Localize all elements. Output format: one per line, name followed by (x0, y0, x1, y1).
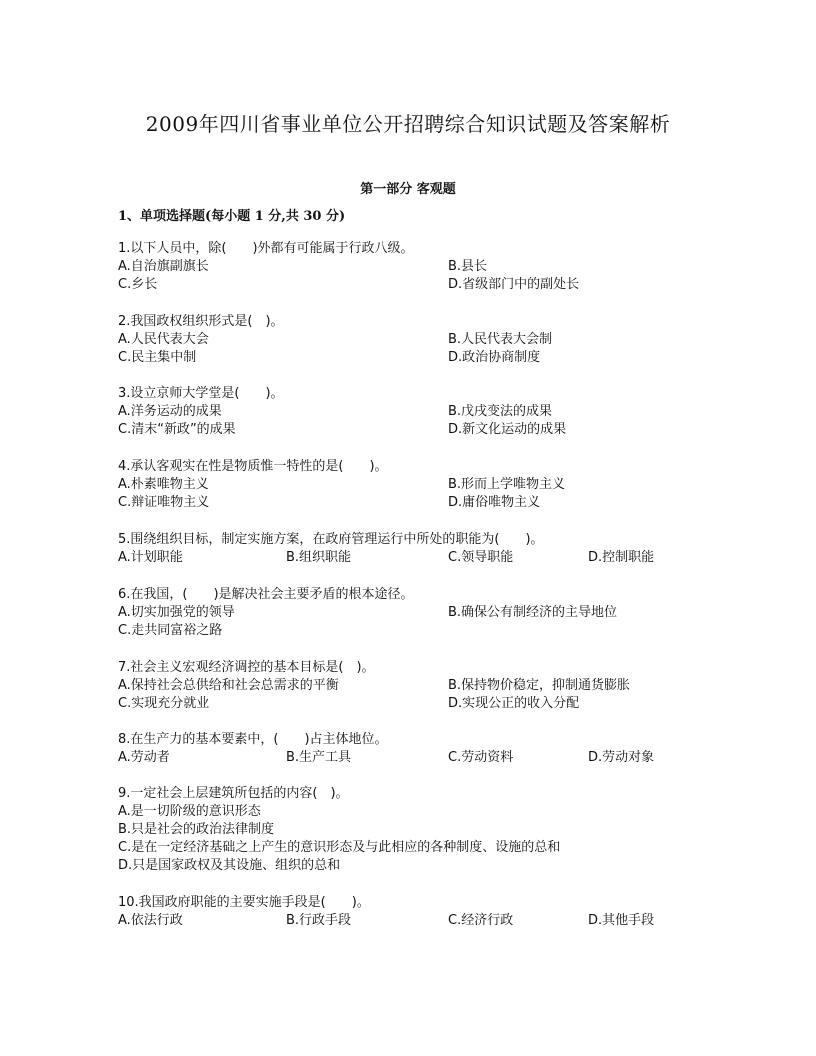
question-9 (118, 785, 718, 875)
question-8 (118, 731, 718, 767)
question-stem: 5.围绕组织目标，制定实施方案，在政府管理运行中所处的职能为( )。 (118, 532, 544, 547)
question-stem: 1.以下人员中，除( )外都有可能属于行政八级。 (118, 241, 414, 256)
option-d: D.其他手段 (588, 913, 655, 928)
option-a: A.保持社会总供给和社会总需求的平衡 (118, 678, 339, 693)
question-3 (118, 385, 718, 439)
option-b: B.确保公有制经济的主导地位 (448, 605, 618, 620)
question-stem: 2.我国政权组织形式是( )。 (118, 314, 284, 329)
question-stem: 8.在生产力的基本要素中，( )占主体地位。 (118, 732, 388, 747)
option-c: C.实现充分就业 (118, 696, 210, 711)
option-d: D.只是国家政权及其设施、组织的总和 (118, 858, 341, 873)
option-b: B.保持物价稳定，抑制通货膨胀 (448, 678, 631, 693)
option-c: C.经济行政 (448, 913, 514, 928)
question-stem: 10.我国政府职能的主要实施手段是( )。 (118, 895, 370, 910)
option-b: B.县长 (448, 259, 488, 274)
question-stem: 6.在我国，( )是解决社会主要矛盾的根本途径。 (118, 587, 414, 602)
option-b: B.戊戌变法的成果 (448, 404, 553, 419)
option-c: C.领导职能 (448, 550, 514, 565)
option-b: B.只是社会的政治法律制度 (118, 822, 275, 837)
option-a: A.劳动者 (118, 750, 170, 765)
option-d: D.控制职能 (588, 550, 655, 565)
part-heading: 第一部分 客观题 (360, 182, 456, 197)
question-5 (118, 531, 718, 567)
option-c: C.乡长 (118, 277, 158, 292)
option-d: D.省级部门中的副处长 (448, 277, 580, 292)
question-stem: 3.设立京师大学堂是( )。 (118, 386, 284, 401)
option-b: B.组织职能 (286, 550, 352, 565)
question-4 (118, 458, 718, 512)
question-stem: 7.社会主义宏观经济调控的基本目标是( )。 (118, 660, 375, 675)
option-b: B.生产工具 (286, 750, 352, 765)
option-b: B.行政手段 (286, 913, 352, 928)
option-d: D.新文化运动的成果 (448, 422, 567, 437)
option-a: A.人民代表大会 (118, 332, 209, 347)
question-stem: 9.一定社会上层建筑所包括的内容( )。 (118, 786, 349, 801)
question-7 (118, 659, 718, 713)
option-d: D.实现公正的收入分配 (448, 696, 580, 711)
option-b: B.形而上学唯物主义 (448, 477, 566, 492)
option-c: C.劳动资料 (448, 750, 514, 765)
question-10 (118, 894, 718, 930)
option-c: C.走共同富裕之路 (118, 623, 223, 638)
option-a: A.切实加强党的领导 (118, 605, 235, 620)
option-c: C.辩证唯物主义 (118, 495, 210, 510)
option-a: A.计划职能 (118, 550, 183, 565)
question-1 (118, 240, 718, 294)
question-2 (118, 313, 718, 367)
document-title: 2009年四川省事业单位公开招聘综合知识试题及答案解析 (145, 112, 671, 136)
question-stem: 4.承认客观实在性是物质惟一特性的是( )。 (118, 459, 388, 474)
option-d: D.政治协商制度 (448, 350, 541, 365)
option-c: C.清末“新政”的成果 (118, 422, 236, 437)
option-c: C.民主集中制 (118, 350, 197, 365)
option-a: A.洋务运动的成果 (118, 404, 222, 419)
option-a: A.是一切阶级的意识形态 (118, 804, 261, 819)
option-a: A.依法行政 (118, 913, 183, 928)
option-c: C.是在一定经济基础之上产生的意识形态及与此相应的各种制度、设施的总和 (118, 840, 561, 855)
section-heading: 1、单项选择题(每小题 1 分,共 30 分) (118, 209, 346, 224)
option-d: D.劳动对象 (588, 750, 655, 765)
question-6 (118, 586, 718, 640)
option-a: A.自治旗副旗长 (118, 259, 209, 274)
option-d: D.庸俗唯物主义 (448, 495, 541, 510)
option-a: A.朴素唯物主义 (118, 477, 209, 492)
option-b: B.人民代表大会制 (448, 332, 553, 347)
